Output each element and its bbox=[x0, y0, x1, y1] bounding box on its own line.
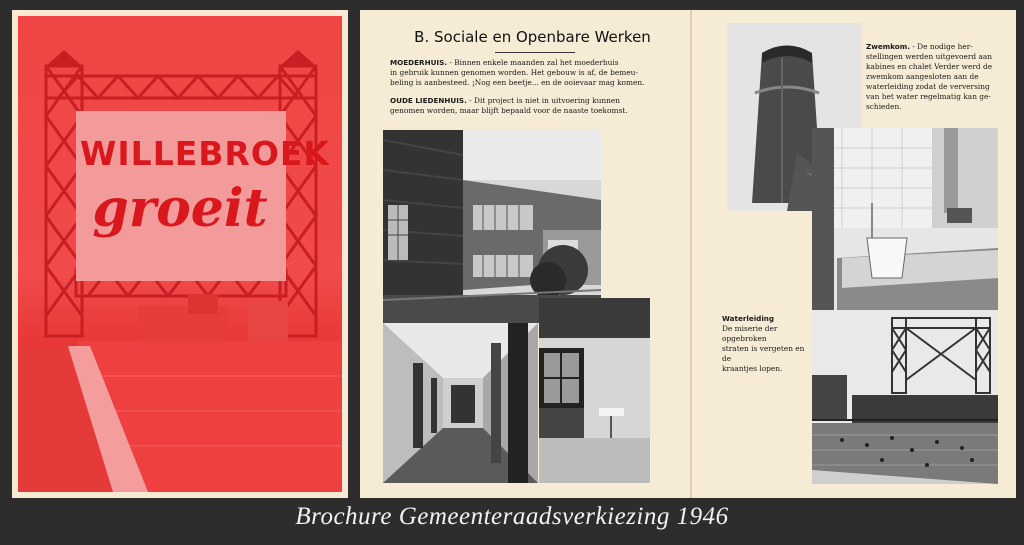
moederhuis-paragraph: MOEDERHUIS. - Binnen enkele maanden zal het moederhuis in gebruik kunnen genomen worden. Het gebouw is af, de bemeu- beling is aanbesteed. ¡Nog een beetje... en de ooievaar mag komen. bbox=[390, 58, 645, 87]
brochure-spread bbox=[360, 10, 1016, 498]
zwemkom-caption: Zwemkom. - De nodige her- stellingen werden uitgevoerd aan kabines en chalet Verder werd de zwemkom aangesloten aan de waterleiding zodat de verversing van het water regelmatig kan ge- schieden. bbox=[866, 42, 993, 111]
oude-liedenhuis-label: OUDE LIEDENHUIS. bbox=[390, 96, 467, 105]
page-fold bbox=[690, 10, 692, 498]
zwemkom-label: Zwemkom. bbox=[866, 42, 910, 51]
image-caption: Brochure Gemeenteraadsverkiezing 1946 bbox=[295, 503, 729, 530]
photo-moederhuis-exterior bbox=[383, 130, 601, 323]
cover-title-town: WILLEBROEK bbox=[80, 134, 331, 173]
heading-underline bbox=[495, 52, 575, 53]
waterleiding-label: Waterleiding bbox=[722, 314, 775, 323]
cover-artwork bbox=[18, 16, 342, 492]
cover-title-slogan: groeit bbox=[92, 178, 268, 239]
oude-liedenhuis-paragraph: OUDE LIEDENHUIS. - Dit project is niet in uitvoering kunnen genomen worden, maar blijft bepaald voor de naaste toekomst. bbox=[390, 96, 628, 115]
photo-swimming-pool bbox=[812, 310, 998, 484]
section-heading: B. Sociale en Openbare Werken bbox=[414, 28, 651, 46]
brochure-cover bbox=[12, 10, 348, 498]
photo-washroom bbox=[539, 298, 650, 483]
moederhuis-label: MOEDERHUIS. bbox=[390, 58, 448, 67]
photo-washbasin bbox=[812, 128, 998, 310]
photo-corridor bbox=[383, 323, 538, 483]
waterleiding-caption: Waterleiding De miserie der opgebroken straten is vergeten en de kraantjes lopen. bbox=[722, 314, 805, 373]
